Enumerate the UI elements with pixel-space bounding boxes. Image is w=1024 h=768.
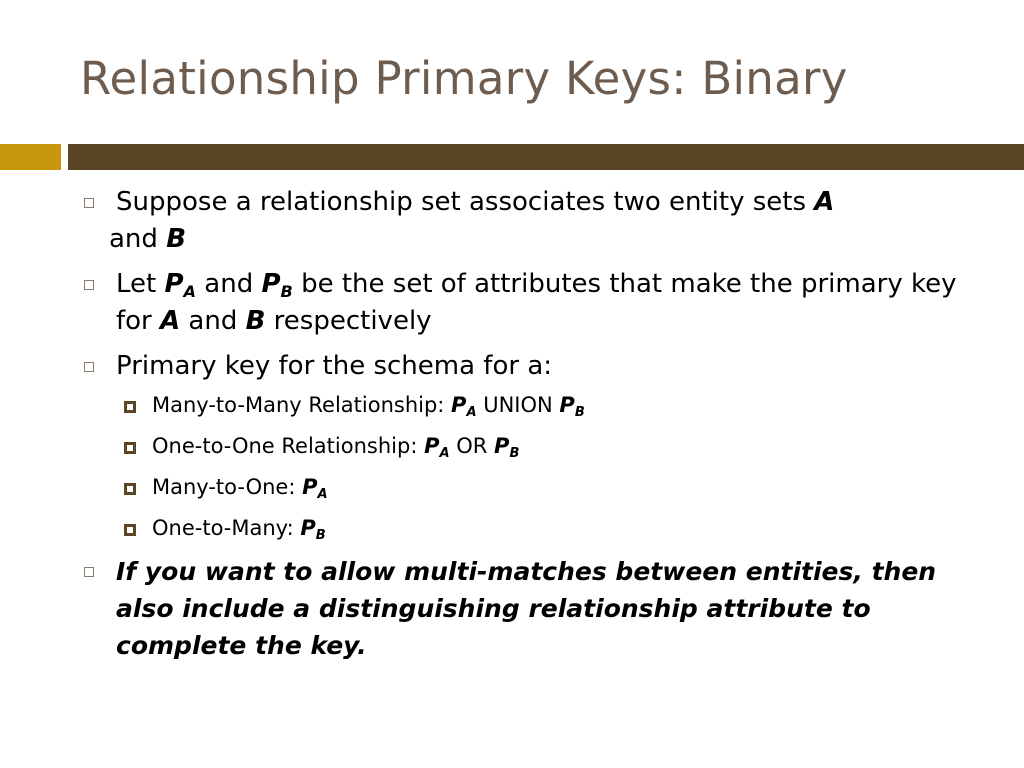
accent-bar-brown (68, 144, 1024, 170)
filled-square-icon (124, 524, 136, 536)
bullet-item: Let $P_A$ and $P_B$ be the set of attributes that make the primary key for A and B respectively (80, 266, 980, 340)
hollow-square-icon (84, 567, 94, 577)
bullet-item: Suppose a relationship set associates two entity sets A and B (80, 184, 980, 258)
filled-square-icon (124, 401, 136, 413)
filled-square-icon (124, 483, 136, 495)
sub-bullet-item: One-to-One Relationship: $P_A$ OR $P_B$ (120, 426, 980, 467)
hollow-square-icon (84, 280, 94, 290)
sub-bullet-item: Many-to-One: $P_A$ (120, 467, 980, 508)
bullet-item: If you want to allow multi-matches between entities, then also include a distinguishing relationship attribute to complete the key. (80, 553, 980, 664)
sub-bullet-item: One-to-Many: $P_B$ (120, 508, 980, 549)
bullet-item: Primary key for the schema for a: (80, 348, 980, 385)
hollow-square-icon (84, 362, 94, 372)
slide-content (80, 184, 980, 664)
accent-bar-gold (0, 144, 61, 170)
slide-title: Relationship Primary Keys: Binary (80, 52, 848, 105)
filled-square-icon (124, 442, 136, 454)
hollow-square-icon (84, 198, 94, 208)
sub-bullet-item: Many-to-Many Relationship: $P_A$ UNION $P_B$ (120, 385, 980, 426)
